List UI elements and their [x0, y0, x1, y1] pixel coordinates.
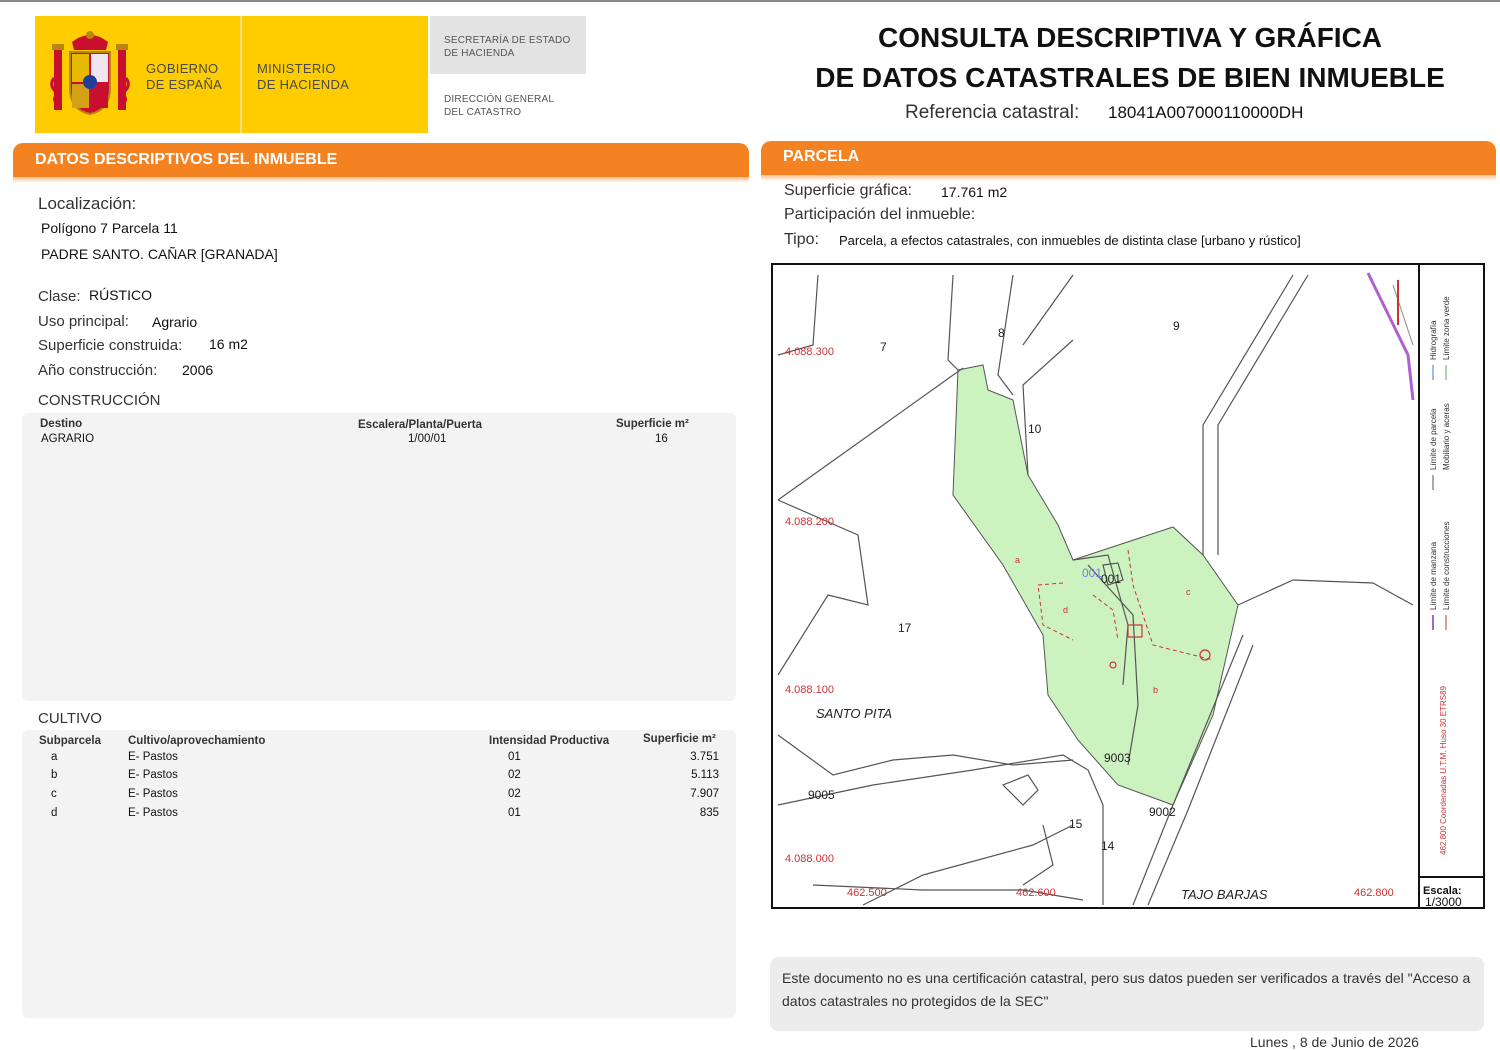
parcel-label-9002: 9002 [1149, 805, 1176, 819]
disclaimer-note: Este documento no es una certificación catastral, pero sus datos pueden ser verificados a través del "Acceso a datos catastrales no protegidos de la SEC" [770, 957, 1484, 1031]
parcel-label-8: 8 [998, 326, 1005, 340]
uso-label: Uso principal: [38, 313, 129, 330]
x-coord-500: 462.500 [847, 887, 887, 899]
parcel-label-10: 10 [1028, 422, 1042, 436]
tipo-value: Parcela, a efectos catastrales, con inmuebles de distinta clase [urbano y rústico] [839, 233, 1301, 248]
cultivo-row-b-sub: b [51, 769, 58, 781]
ref-value: 18041A007000110000DH [1108, 103, 1304, 122]
superficie-construida-value: 16 m2 [209, 336, 248, 352]
legend-limite-parcela: Límite de parcela [1429, 408, 1438, 470]
construccion-panel [22, 413, 736, 701]
y-coord-000: 4.088.000 [785, 853, 834, 865]
direccion-line2: DEL CATASTRO [444, 107, 522, 118]
document-date: Lunes , 8 de Junio de 2026 [1250, 1034, 1419, 1050]
construccion-row-destino: AGRARIO [41, 433, 95, 445]
scale-label: Escala: [1423, 885, 1462, 897]
right-section-title: PARCELA [783, 148, 860, 165]
ministerio-line1: MINISTERIO [257, 61, 336, 76]
construccion-header-destino: Destino [40, 418, 83, 430]
localizacion-label: Localización: [38, 194, 137, 213]
subparcel-label-d: d [1063, 605, 1069, 615]
cultivo-row-c-intensidad: 02 [508, 788, 521, 800]
parcel-label-9005: 9005 [808, 788, 835, 802]
y-coord-200: 4.088.200 [785, 516, 834, 528]
cultivo-row-a-intensidad: 01 [508, 751, 521, 763]
clase-value: RÚSTICO [89, 287, 152, 303]
cultivo-row-d-superficie: 835 [699, 807, 719, 819]
cultivo-row-d-intensidad: 01 [508, 807, 521, 819]
logo-divider [240, 16, 242, 133]
cadastral-map[interactable] [771, 263, 1485, 909]
legend-limite-construcciones: Límite de construcciones [1442, 521, 1451, 610]
cultivo-row-a-sub: a [51, 751, 58, 763]
title-line1: CONSULTA DESCRIPTIVA Y GRÁFICA [877, 22, 1383, 53]
construccion-header-superficie: Superficie m² [616, 418, 689, 430]
cultivo-row-a-cultivo: E- Pastos [128, 751, 178, 763]
direccion-line1: DIRECCIÓN GENERAL [444, 94, 555, 105]
x-coord-600: 462.600 [1016, 887, 1056, 899]
cultivo-header-subparcela: Subparcela [39, 735, 101, 747]
legend-coords-note: 462.800 Coordenadas U.T.M. Huso 30 ETRS89 [1439, 686, 1448, 855]
uso-value: Agrario [152, 314, 198, 330]
cultivo-row-d-sub: d [51, 807, 58, 819]
tipo-label: Tipo: [784, 231, 819, 248]
ministerio-text [257, 61, 349, 93]
left-section-title: DATOS DESCRIPTIVOS DEL INMUEBLE [35, 151, 338, 168]
cultivo-row-c-sub: c [51, 788, 57, 800]
parcel-11-area[interactable] [953, 365, 1238, 805]
cultivo-header-superficie: Superficie m² [643, 733, 716, 745]
legend-hidrografia: Hidrografía [1429, 320, 1438, 360]
anio-label: Año construcción: [38, 362, 158, 379]
construccion-row-escalera: 1/00/01 [408, 433, 447, 445]
secretaria-line2: DE HACIENDA [444, 48, 515, 59]
cultivo-row-d-cultivo: E- Pastos [128, 807, 178, 819]
parcel-label-17: 17 [898, 621, 912, 635]
ministerio-line2: DE HACIENDA [257, 77, 350, 92]
x-coord-800: 462.800 [1354, 887, 1394, 899]
legend-mobiliario: Mobiliario y aceras [1442, 403, 1451, 470]
place-santo-pita: SANTO PITA [816, 706, 893, 721]
parcel-label-9: 9 [1173, 319, 1180, 333]
right-section-bar [761, 141, 1496, 175]
y-coord-300: 4.088.300 [785, 346, 834, 358]
subparcel-label-c: c [1186, 587, 1191, 597]
gobierno-line2: DE ESPAÑA [146, 77, 223, 92]
title-line2: DE DATOS CATASTRALES DE BIEN INMUEBLE [815, 62, 1445, 93]
participacion-label: Participación del inmueble: [784, 206, 976, 223]
y-coord-100: 4.088.100 [785, 684, 834, 696]
gobierno-text [146, 61, 222, 93]
parcel-label-7: 7 [880, 340, 887, 354]
cultivo-header-intensidad: Intensidad Productiva [489, 735, 610, 747]
cultivo-header-cultivo: Cultivo/aprovechamiento [128, 735, 266, 747]
construccion-row-superficie: 16 [655, 433, 668, 445]
map-canvas [773, 265, 1483, 907]
construction-label-001: 001 [1101, 572, 1122, 586]
cultivo-row-b-intensidad: 02 [508, 769, 521, 781]
top-border [0, 0, 1500, 2]
cultivo-row-a-superficie: 3.751 [690, 751, 719, 763]
direccion-text [444, 93, 554, 119]
parcel-label-14: 14 [1101, 839, 1115, 853]
cultivo-row-c-superficie: 7.907 [690, 788, 719, 800]
secretaria-text [444, 34, 570, 60]
right-bar-shadow [761, 175, 1496, 181]
scale-value: 1/3000 [1425, 895, 1462, 907]
gobierno-line1: GOBIERNO [146, 61, 219, 76]
construccion-title: CONSTRUCCIÓN [38, 392, 161, 409]
left-section-bar [13, 143, 749, 177]
localizacion-line1: Polígono 7 Parcela 11 [41, 220, 178, 236]
coat-of-arms-icon [48, 28, 132, 120]
superficie-grafica-label: Superficie gráfica: [784, 182, 913, 199]
legend-zona-verde: Límite zona verde [1442, 296, 1451, 360]
page-title [780, 18, 1480, 98]
parcel-label-15: 15 [1069, 817, 1083, 831]
ref-label: Referencia catastral: [905, 102, 1080, 123]
place-tajo-barjas: TAJO BARJAS [1181, 887, 1268, 902]
subparcel-label-b: b [1153, 685, 1159, 695]
secretaria-line1: SECRETARÍA DE ESTADO [444, 35, 571, 46]
anio-value: 2006 [182, 362, 214, 378]
cultivo-row-b-cultivo: E- Pastos [128, 769, 178, 781]
hydrography-line [1368, 273, 1413, 400]
subparcel-label-a: a [1015, 555, 1021, 565]
clase-label: Clase: [38, 288, 81, 305]
construccion-header-escalera: Escalera/Planta/Puerta [358, 419, 483, 431]
left-bar-shadow [13, 177, 749, 183]
cultivo-row-c-cultivo: E- Pastos [128, 788, 178, 800]
superficie-grafica-value: 17.761 m2 [941, 184, 1008, 200]
parcel-label-9003: 9003 [1104, 751, 1131, 765]
localizacion-line2: PADRE SANTO. CAÑAR [GRANADA] [41, 246, 278, 262]
superficie-construida-label: Superficie construida: [38, 337, 183, 354]
construction-label-001-blue: 001 [1082, 566, 1103, 580]
cultivo-row-b-superficie: 5.113 [691, 769, 719, 781]
cultivo-title: CULTIVO [38, 710, 102, 727]
legend-limite-manzana: Límite de manzana [1429, 541, 1438, 610]
